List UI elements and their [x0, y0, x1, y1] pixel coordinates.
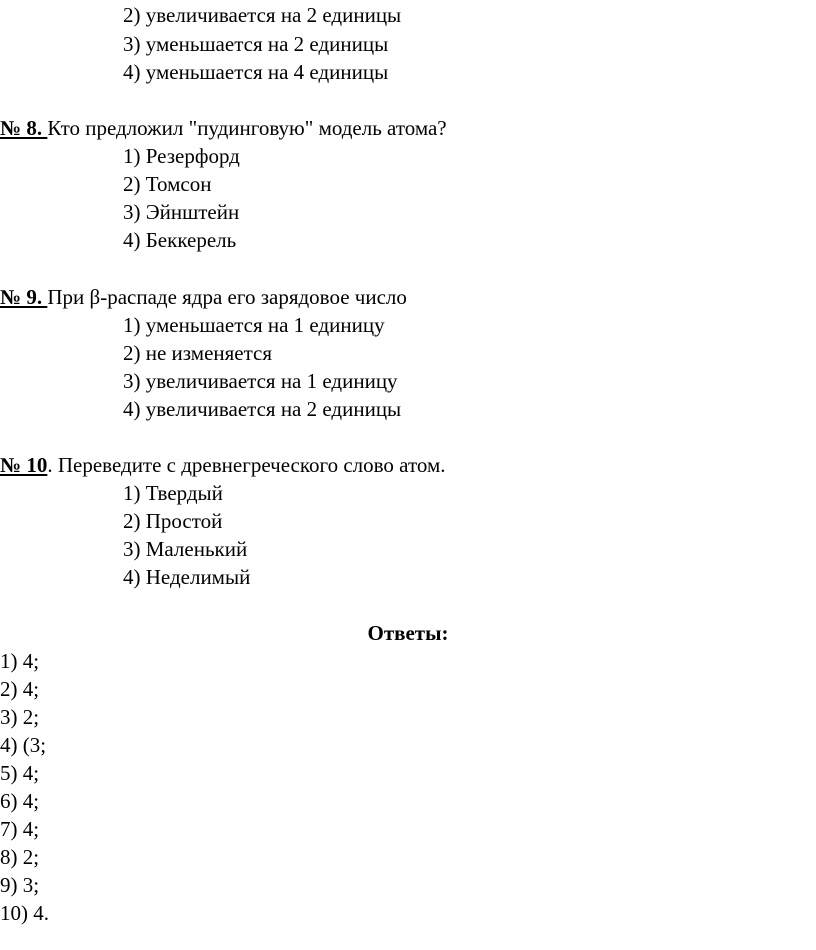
question-8-option-3: 3) Эйнштейн	[123, 200, 240, 224]
option-prev-3: 3) уменьшается на 2 единицы	[123, 32, 389, 56]
question-8-heading	[0, 114, 447, 142]
question-9-option-4: 4) увеличивается на 2 единицы	[123, 397, 402, 421]
question-8-option-4: 4) Беккерель	[123, 228, 237, 252]
answer-item: 4) (3;	[0, 733, 47, 757]
question-9-heading	[0, 283, 407, 311]
option-prev-2: 2) увеличивается на 2 единицы	[123, 3, 402, 27]
option-prev-4: 4) уменьшается на 4 единицы	[123, 60, 389, 84]
answer-item: 9) 3;	[0, 873, 40, 897]
answer-item: 5) 4;	[0, 761, 40, 785]
question-10-option-1: 1) Твердый	[123, 481, 223, 505]
question-8-text: Кто предложил "пудинговую" модель атома?	[47, 116, 447, 140]
question-10-text: Переведите с древнегреческого слово атом.	[57, 453, 446, 477]
question-10-option-4: 4) Неделимый	[123, 565, 251, 589]
question-10-option-2: 2) Простой	[123, 509, 223, 533]
answer-item: 2) 4;	[0, 677, 40, 701]
answer-item: 8) 2;	[0, 845, 40, 869]
answer-item: 7) 4;	[0, 817, 40, 841]
question-10-sep: .	[47, 453, 58, 477]
question-9-option-1: 1) уменьшается на 1 единицу	[123, 313, 385, 337]
answer-item: 3) 2;	[0, 705, 40, 729]
question-9-option-3: 3) увеличивается на 1 единицу	[123, 369, 398, 393]
question-9-number: № 9.	[0, 285, 48, 309]
answer-item: 1) 4;	[0, 649, 40, 673]
answer-item: 10) 4.	[0, 901, 49, 925]
question-9-option-2: 2) не изменяется	[123, 341, 273, 365]
question-8-number: № 8.	[0, 116, 48, 140]
question-9-text: При β-распаде ядра его зарядовое число	[47, 285, 407, 309]
question-10-heading	[0, 451, 445, 479]
question-8-option-1: 1) Резерфорд	[123, 144, 240, 168]
question-8-option-2: 2) Томсон	[123, 172, 212, 196]
answer-item: 6) 4;	[0, 789, 40, 813]
question-10-option-3: 3) Маленький	[123, 537, 248, 561]
question-10-number: № 10	[0, 453, 48, 477]
answers-title: Ответы:	[367, 621, 449, 645]
